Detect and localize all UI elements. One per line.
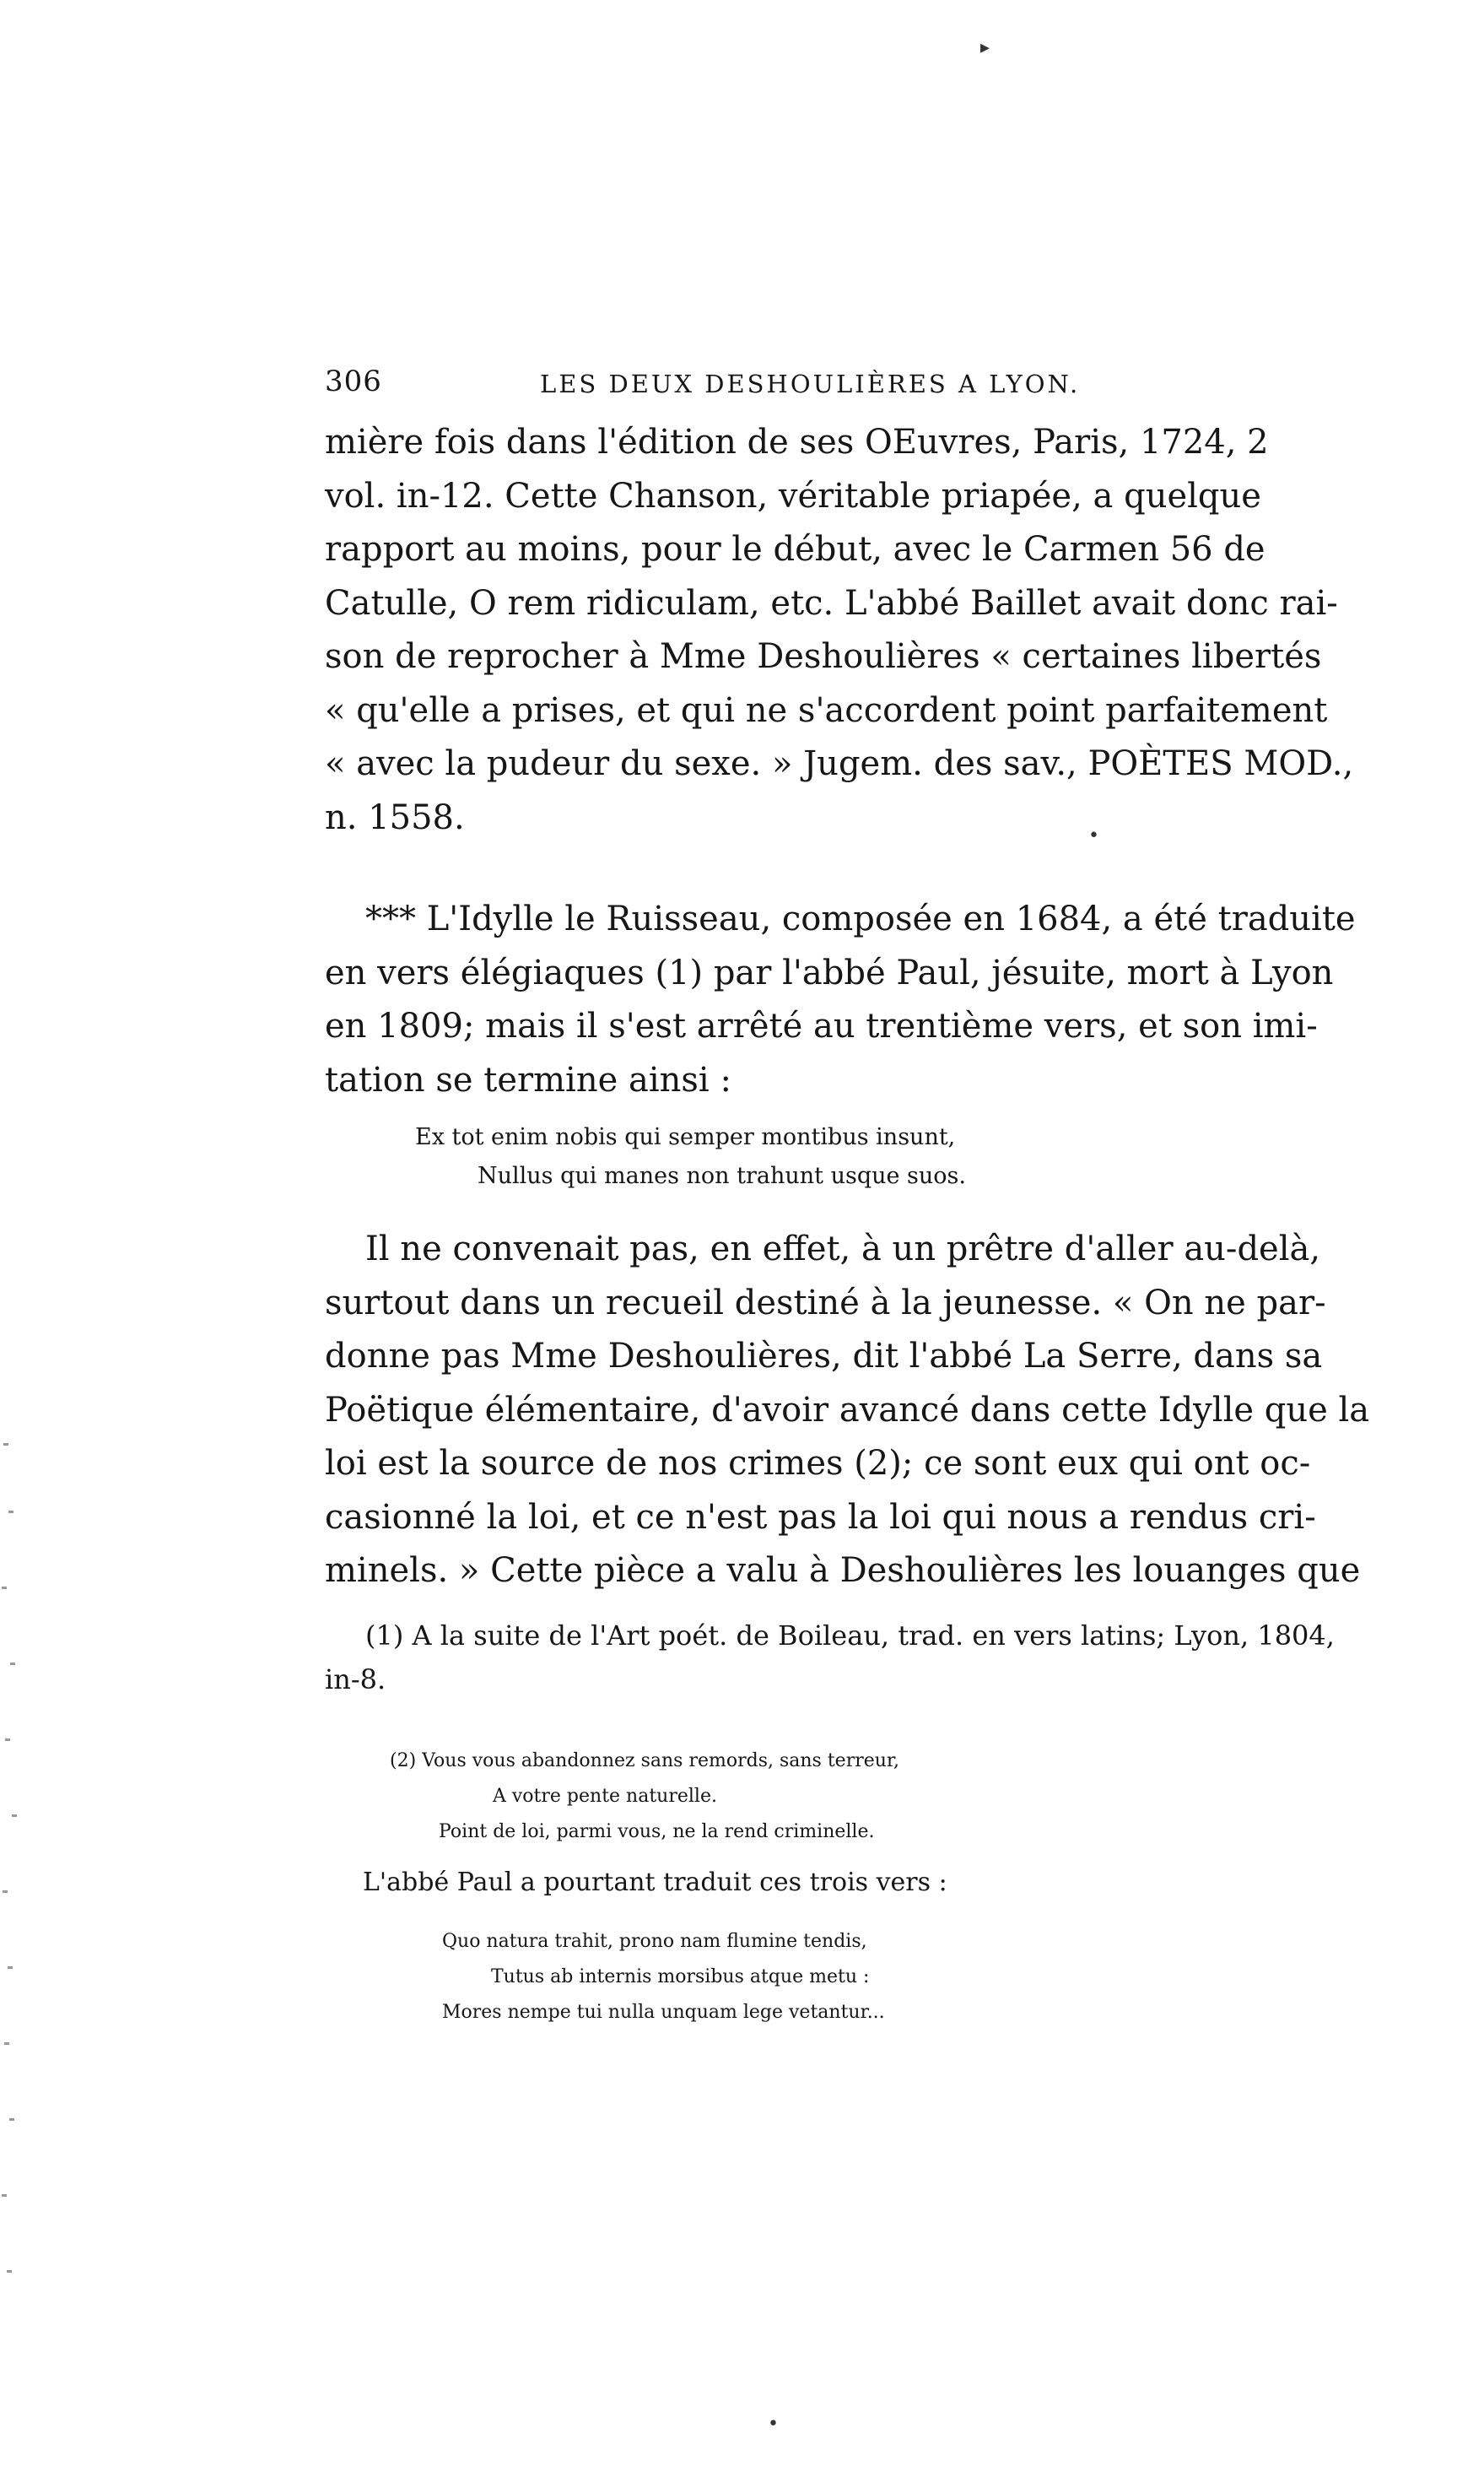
scan-speck: ▸ [980, 37, 990, 58]
footnote-2-verse [390, 1744, 1301, 1850]
text-line: minels. » Cette pièce a valu à Deshoulières les louanges que [325, 1551, 1361, 1590]
verse-line: (2) Vous vous abandonnez sans remords, sans terreur, [390, 1750, 900, 1771]
verse-line: Mores nempe tui nulla unquam lege vetantur... [442, 2002, 885, 2023]
text-line: en vers élégiaques (1) par l'abbé Paul, jésuite, mort à Lyon [325, 953, 1334, 992]
text-line: mière fois dans l'édition de ses OEuvres, Paris, 1724, 2 [325, 423, 1269, 462]
text-line: Il ne convenait pas, en effet, à un prêtre d'aller au-delà, [365, 1230, 1321, 1268]
footnote-line: (1) A la suite de l'Art poét. de Boileau, trad. en vers latins; Lyon, 1804, [365, 1619, 1335, 1652]
scan-edge-noise [0, 1392, 24, 2447]
latin-quote [415, 1118, 1326, 1196]
footnote-line: in-8. [325, 1663, 386, 1695]
text-line: *** L'Idylle le Ruisseau, composée en 1684, a été traduite [365, 900, 1356, 938]
text-line: rapport au moins, pour le début, avec le Carmen 56 de [325, 530, 1265, 569]
page-header [325, 365, 1236, 407]
text-line: casionné la loi, et ce n'est pas la loi qui nous a rendus cri- [325, 1497, 1316, 1537]
paragraph-continuation [325, 416, 1354, 845]
verse-line: Tutus ab internis morsibus atque metu : [491, 1966, 870, 1987]
text-line: loi est la source de nos crimes (2); ce sont eux qui ont oc- [325, 1444, 1311, 1483]
text-line: n. 1558. [325, 797, 465, 837]
text-line: Poëtique élémentaire, d'avoir avancé dans cette Idylle que la [325, 1390, 1370, 1430]
paragraph-critique [325, 1223, 1370, 1598]
scan-speck: • [768, 2414, 779, 2435]
running-head: LES DEUX DESHOULIÈRES A LYON. [540, 370, 1081, 398]
text-line: vol. in-12. Cette Chanson, véritable priapée, a quelque [325, 476, 1261, 516]
page-number: 306 [325, 365, 382, 398]
text-line: Catulle, O rem ridiculam, etc. L'abbé Baillet avait donc rai- [325, 583, 1338, 623]
text-line: son de reprocher à Mme Deshoulières « certaines libertés [325, 637, 1322, 676]
footnote-2-latin [442, 1924, 1353, 2030]
verse-line: Quo natura trahit, prono nam flumine tendis, [442, 1931, 867, 1952]
footnote-2-text [363, 1855, 1274, 1911]
verse-line: Point de loi, parmi vous, ne la rend criminelle. [439, 1821, 875, 1842]
footnote-1 [325, 1614, 1335, 1701]
text-line: « qu'elle a prises, et qui ne s'accordent point parfaitement [325, 690, 1328, 730]
footnote-text: L'abbé Paul a pourtant traduit ces trois vers : [363, 1868, 947, 1897]
text-line: en 1809; mais il s'est arrêté au trentième vers, et son imi- [325, 1007, 1318, 1046]
text-line: « avec la pudeur du sexe. » Jugem. des sav., POÈTES MOD., [325, 744, 1354, 783]
verse-line: Ex tot enim nobis qui semper montibus insunt, [415, 1124, 956, 1150]
verse-line: A votre pente naturelle. [493, 1786, 717, 1807]
paragraph-idylle [325, 893, 1356, 1107]
text-line: surtout dans un recueil destiné à la jeunesse. « On ne par- [325, 1283, 1326, 1322]
text-line: donne pas Mme Deshoulières, dit l'abbé La Serre, dans sa [325, 1337, 1323, 1376]
scan-speck: • [1088, 825, 1099, 846]
verse-line: Nullus qui manes non trahunt usque suos. [478, 1163, 966, 1189]
text-line: tation se termine ainsi : [325, 1060, 731, 1100]
